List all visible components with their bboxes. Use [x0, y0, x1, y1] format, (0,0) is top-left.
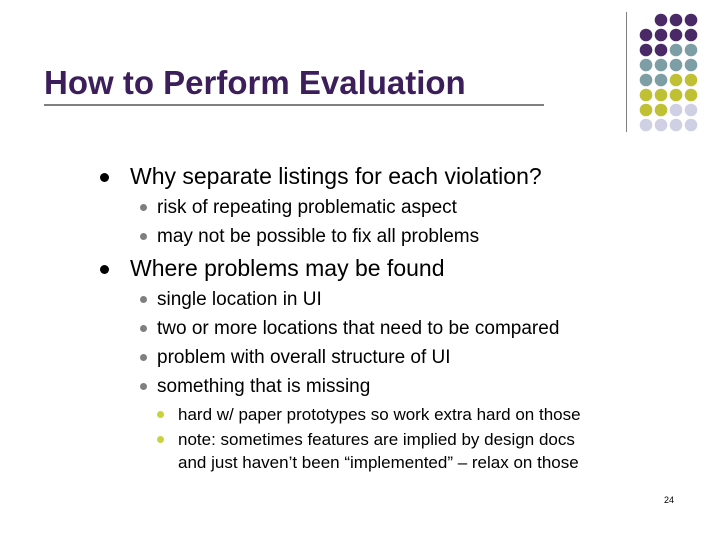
decorative-dot [640, 104, 653, 117]
decorative-dot [670, 104, 683, 117]
bullet-l2-icon [140, 296, 147, 303]
decorative-dot [670, 44, 683, 57]
decorative-dot [640, 74, 653, 87]
bullet-l2-icon [140, 354, 147, 361]
decorative-dot [640, 119, 653, 132]
bullet-l2-text: may not be possible to fix all problems [157, 226, 480, 247]
page-number: 24 [664, 495, 675, 505]
decorative-dot [670, 74, 683, 87]
decorative-dot [655, 44, 668, 57]
decorative-dot [685, 74, 698, 87]
bullet-l1-text: Where problems may be found [130, 255, 445, 281]
decorative-dot [685, 119, 698, 132]
bullet-l2-text: two or more locations that need to be compared [157, 318, 560, 339]
vertical-divider [626, 12, 627, 132]
decorative-dot [640, 59, 653, 72]
bullet-l2-text: problem with overall structure of UI [157, 347, 451, 368]
decorative-dot [655, 89, 668, 102]
decorative-dot [670, 119, 683, 132]
decorative-dot [670, 89, 683, 102]
decorative-dot [655, 119, 668, 132]
decorative-dot [655, 104, 668, 117]
decorative-dot [685, 44, 698, 57]
bullet-l3-continuation: and just haven’t been “implemented” – relax on those [178, 453, 579, 472]
decorative-dot [685, 89, 698, 102]
decorative-dot [640, 29, 653, 42]
decorative-dot [640, 44, 653, 57]
title-underline [44, 104, 544, 106]
decorative-dot [655, 29, 668, 42]
decorative-dot [655, 14, 668, 27]
bullet-l1-text: Why separate listings for each violation? [130, 163, 542, 189]
decorative-dot [685, 14, 698, 27]
slide-title: How to Perform Evaluation [44, 64, 466, 101]
bullet-l3-icon [157, 436, 164, 443]
decorative-dot [685, 104, 698, 117]
decorative-dot [685, 29, 698, 42]
bullet-l3-text: note: sometimes features are implied by design docs [178, 430, 575, 449]
decorative-dot [670, 59, 683, 72]
decorative-dot [655, 59, 668, 72]
bullet-l2-icon [140, 204, 147, 211]
bullet-l2-icon [140, 383, 147, 390]
bullet-l1-icon [100, 173, 109, 182]
decorative-dot [685, 59, 698, 72]
bullet-l3-icon [157, 411, 164, 418]
bullet-l3-text: hard w/ paper prototypes so work extra hard on those [178, 405, 581, 424]
decorative-dot [670, 14, 683, 27]
decorative-dot [670, 29, 683, 42]
bullet-l2-text: something that is missing [157, 376, 371, 397]
bullet-l2-icon [140, 233, 147, 240]
bullet-l2-text: single location in UI [157, 289, 322, 310]
bullet-l2-icon [140, 325, 147, 332]
bullet-l1-icon [100, 265, 109, 274]
decorative-dot [655, 74, 668, 87]
bullet-l2-text: risk of repeating problematic aspect [157, 197, 457, 218]
decorative-dot [640, 89, 653, 102]
